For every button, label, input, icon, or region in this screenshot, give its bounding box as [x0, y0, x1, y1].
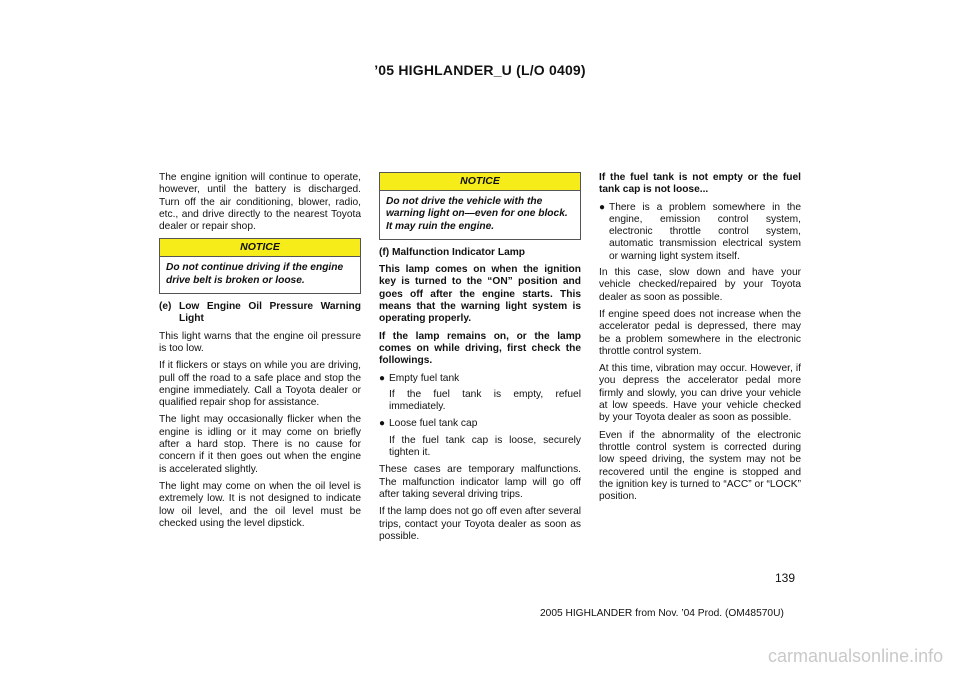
column-2 — [379, 172, 581, 548]
watermark: carmanualsonline.info — [768, 646, 944, 666]
paragraph-bold: This lamp comes on when the ignition key is turned to the “ON” position and goes off after the engine starts. This means that the warning light system is operating properly. — [379, 264, 581, 325]
column-3 — [599, 172, 801, 508]
paragraph: These cases are temporary malfunctions. The malfunction indicator lamp will go off after taking several driving trips. — [379, 464, 581, 500]
notice-box — [159, 238, 361, 294]
bullet-detail: If the fuel tank cap is loose, securely tighten it. — [389, 434, 581, 459]
paragraph-bold: If the fuel tank is not empty or the fuel tank cap is not loose... — [599, 172, 801, 196]
bullet-item — [379, 373, 581, 385]
page-header: ’05 HIGHLANDER_U (L/O 0409) — [374, 62, 586, 78]
bullet-item — [599, 202, 801, 263]
paragraph: The light may occasionally flicker when the engine is idling or it may come on briefly after a hard stop. There is no cause for concern if it then goes out when the engine is accelerated slightly. — [159, 414, 361, 475]
paragraph: This light warns that the engine oil pressure is too low. — [159, 330, 361, 354]
paragraph: If the lamp does not go off even after several trips, contact your Toyota dealer as soon as possible. — [379, 506, 581, 542]
paragraph: Even if the abnormality of the electronic throttle control system is corrected during low speed driving, the system may not be recovered until the engine is stopped and the ignition key is turned to “ACC” or “LOCK” position. — [599, 429, 801, 503]
paragraph-bold: If the lamp remains on, or the lamp comes on while driving, first check the followings. — [379, 330, 581, 367]
bullet-label: Empty fuel tank — [389, 372, 460, 384]
bullet-icon: ● — [379, 418, 386, 430]
column-1 — [159, 172, 361, 535]
bullet-icon: ● — [599, 201, 606, 213]
paragraph: If it flickers or stays on while you are driving, pull off the road to a safe place and stop the engine immediately. Call a Toyota dealer or qualified repair shop for assistance. — [159, 360, 361, 409]
paragraph: At this time, vibration may occur. However, if you depress the accelerator pedal more firmly and slowly, you can drive your vehicle at low speeds. Have your vehicle checked by your Toyota dealer as soon as possible. — [599, 363, 801, 424]
paragraph: The light may come on when the oil level is extremely low. It is not designed to indicate low oil level, and the oil level must be checked using the level dipstick. — [159, 480, 361, 529]
paragraph: The engine ignition will continue to operate, however, until the battery is discharged. Turn off the air conditioning, blower, radio, etc., and drive directly to the nearest Toyota dealer or repair shop. — [159, 172, 361, 233]
notice-title: NOTICE — [380, 173, 580, 191]
page-footer: 2005 HIGHLANDER from Nov. ’04 Prod. (OM48570U) — [540, 608, 784, 619]
bullet-label: Loose fuel tank cap — [389, 418, 478, 430]
notice-box — [379, 172, 581, 240]
bullet-item — [379, 418, 581, 430]
bullet-icon: ● — [379, 372, 386, 384]
notice-body: Do not drive the vehicle with the warning light on—even for one block. It may ruin the engine. — [386, 196, 568, 232]
bullet-detail: If the fuel tank is empty, refuel immediately. — [389, 388, 581, 413]
section-heading-f: (f) Malfunction Indicator Lamp — [379, 246, 526, 258]
paragraph: If engine speed does not increase when the accelerator pedal is depressed, there may be a problem somewhere in the electronic throttle control system. — [599, 308, 801, 357]
notice-body: Do not continue driving if the engine drive belt is broken or loose. — [166, 262, 344, 286]
bullet-label: There is a problem somewhere in the engine, emission control system, electronic throttle control system, automatic transmission electrical system or warning light system itself. — [609, 201, 801, 262]
section-heading-e: (e) Low Engine Oil Pressure Warning Light — [159, 301, 361, 325]
page-number: 139 — [775, 571, 796, 585]
notice-title: NOTICE — [160, 239, 360, 257]
paragraph: In this case, slow down and have your vehicle checked/repaired by your Toyota dealer as soon as possible. — [599, 267, 801, 303]
